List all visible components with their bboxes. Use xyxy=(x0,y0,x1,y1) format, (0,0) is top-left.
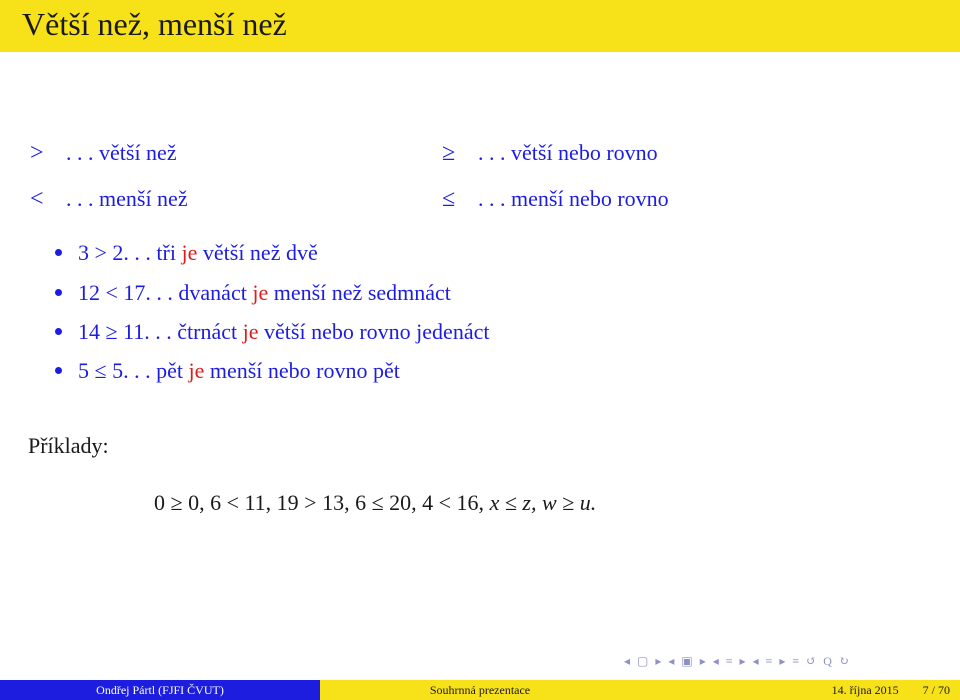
bullet-verb: je xyxy=(252,280,269,305)
bullet-item xyxy=(55,319,489,345)
greater-than-symbol: > xyxy=(30,140,44,166)
slide-title: Větší než, menší než xyxy=(22,6,287,42)
definition-greater xyxy=(30,140,177,167)
bullet-item xyxy=(55,280,451,306)
bullet-relation: větší nebo rovno xyxy=(258,319,411,344)
bullet-expression: 12 < 17 xyxy=(78,280,146,305)
bullet-dot xyxy=(55,367,62,374)
bullet-verb: je xyxy=(188,358,205,383)
definition-less xyxy=(30,186,188,213)
bullet-lead: . . . dvanáct xyxy=(145,280,253,305)
bullet-lead: . . . tři xyxy=(123,240,182,265)
greater-equal-symbol: ≥ xyxy=(442,140,456,166)
bullet-item xyxy=(55,240,318,266)
bullet-expression: 5 ≤ 5 xyxy=(78,358,124,383)
footer-author: Ondřej Pártl (FJFI ČVUT) xyxy=(0,680,320,700)
footer-date: 14. října 2015 xyxy=(831,682,899,697)
bullet-dot xyxy=(55,289,62,296)
footer-bar xyxy=(0,680,960,700)
bullet-lead: . . . čtrnáct xyxy=(144,319,243,344)
bullet-dot xyxy=(55,249,62,256)
bullet-verb: je xyxy=(181,240,198,265)
examples-formula xyxy=(154,490,596,516)
footer-page-number: 7 / 70 xyxy=(922,682,950,697)
bullet-relation: menší než xyxy=(268,280,363,305)
examples-numbers: 0 ≥ 0, 6 < 11, 19 > 13, 6 ≤ 20, 4 < 16, xyxy=(154,490,490,515)
bullet-expression: 14 ≥ 11 xyxy=(78,319,145,344)
bullet-item xyxy=(55,358,400,384)
definition-less-equal xyxy=(442,186,669,213)
definition-text: . . . menší než xyxy=(66,186,188,211)
bullet-verb: je xyxy=(242,319,259,344)
examples-variables: x ≤ z, w ≥ u. xyxy=(489,490,597,515)
definition-text: . . . menší nebo rovno xyxy=(478,186,669,211)
bullet-dot xyxy=(55,328,62,335)
bullet-expression: 3 > 2 xyxy=(78,240,124,265)
footer-date-page xyxy=(640,680,960,700)
bullet-lead: . . . pět xyxy=(123,358,189,383)
footer-presentation-title: Souhrnná prezentace xyxy=(320,680,640,700)
bullet-tail: pět xyxy=(367,358,400,383)
bullet-relation: větší než xyxy=(197,240,281,265)
bullet-tail: sedmnáct xyxy=(362,280,451,305)
bullet-relation: menší nebo rovno xyxy=(204,358,368,383)
less-equal-symbol: ≤ xyxy=(442,186,456,212)
definition-text: . . . větší nebo rovno xyxy=(478,140,658,165)
definition-greater-equal xyxy=(442,140,658,167)
bullet-tail: jedenáct xyxy=(410,319,490,344)
bullet-tail: dvě xyxy=(280,240,318,265)
beamer-navigation-icons[interactable]: ◂ ▢ ▸ ◂ ▣ ▸ ◂ ≡ ▸ ◂ ≡ ▸ ≡ ↺ Q ↻ xyxy=(624,654,851,668)
title-bar xyxy=(0,0,960,52)
definition-text: . . . větší než xyxy=(66,140,177,165)
examples-label: Příklady: xyxy=(28,433,109,458)
less-than-symbol: < xyxy=(30,186,44,212)
